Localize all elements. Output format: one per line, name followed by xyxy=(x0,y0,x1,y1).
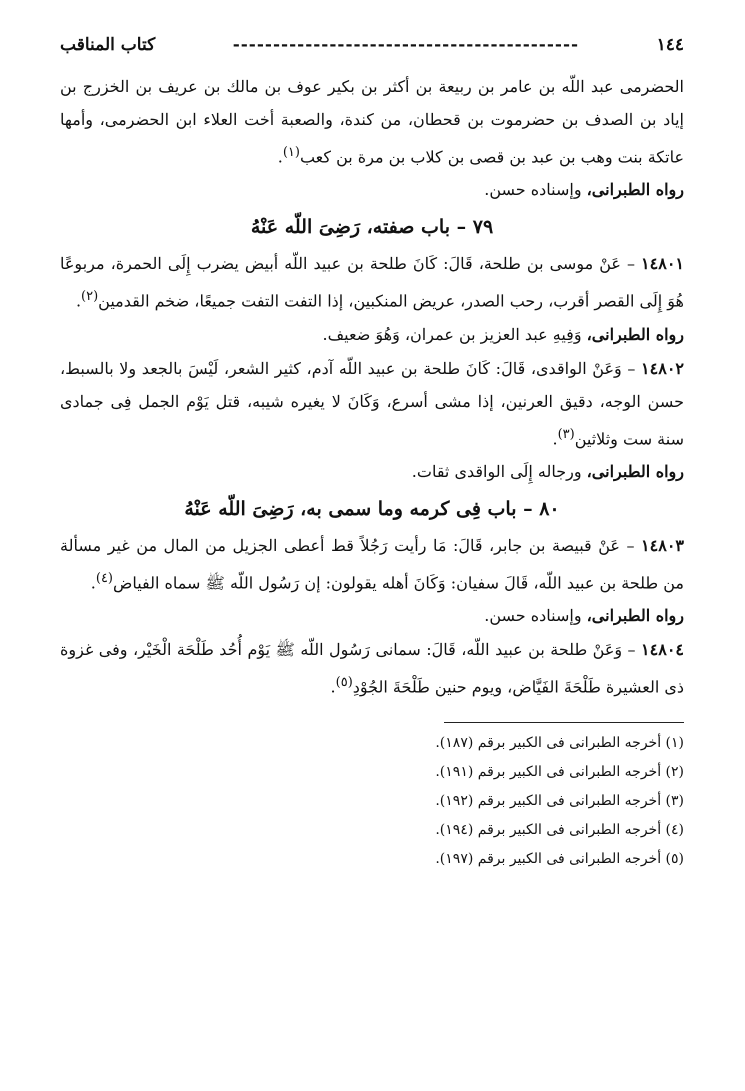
verdict-3: رواه الطبرانى، ورجاله إِلَى الواقدى ثقات. xyxy=(411,461,684,481)
hadith-number: ١٤٨٠١ xyxy=(641,254,684,274)
verdict-2: رواه الطبرانى، وَفِيهِ عبد العزيز بن عمران، وَهُوَ ضعيف. xyxy=(322,324,684,344)
footnote-ref-4[interactable]: (٤) xyxy=(95,570,113,586)
hadith-14804: ١٤٨٠٤ – وَعَنْ طلحة بن عبيد اللّه، قَالَ: سمانى رَسُول اللّه ﷺ يَوْم أُحُد طَلْحَة الْخَيْر، وفى غزوة ذى العشيرة طَلْحَةَ الفَيَّاض، ويوم حنين طَلْحَةَ الجُوْدِ$^{(٥)}$. xyxy=(60,640,684,697)
hadith-14803: ١٤٨٠٣ – عَنْ قبيصة بن جابر، قَالَ: مَا رأيت رَجُلاً قط أعطى الجزيل من المال من غير مسألة من طلحة بن عبيد اللّه، قَالَ سفيان: وَكَانَ أهله يقولون: إن رَسُول اللّه ﷺ سماه الفياض$^{(٤)}$. xyxy=(60,535,685,593)
intro-paragraph: الحضرمى عبد اللّه بن عامر بن ربيعة بن أكثر بن بكير عوف بن مالك بن عريف بن الخزرج بن إياد بن الصدف بن حضرموت بن قحطان، من كندة، والصعبة أخت العلاء ابن الحضرمى، وأمها عاتكة بنت وهب بن عبد بن قصى بن كلاب بن مرة بن كعب$^{(١)}$. xyxy=(60,77,685,167)
footnote-3: (٣) أخرجه الطبرانى فى الكبير برقم (١٩٢). xyxy=(435,792,684,809)
footnote-ref-5[interactable]: (٥) xyxy=(335,675,353,691)
book-title: كتاب المناقب xyxy=(60,35,156,55)
footnote-1: (١) أخرجه الطبرانى فى الكبير برقم (١٨٧). xyxy=(435,734,684,751)
verdict-4: رواه الطبرانى، وإسناده حسن. xyxy=(484,606,684,626)
footnote-ref-2[interactable]: (٢) xyxy=(81,289,99,305)
footnotes xyxy=(60,729,684,874)
hadith-14802: ١٤٨٠٢ – وَعَنْ الواقدى، قَالَ: كَانَ طلحة بن عبيد اللّه آدم، كثير الشعر، لَيْسَ بالجعد ولا بالسبط، حسن الوجه، دقيق العرنين، إذا مشى أسرع، وَكَانَ لا يغيره شيبه، قتل يَوْم الجمل فِى جمادى سنة ست وثلاثين$^{(٣)}$. xyxy=(60,358,684,448)
chapter-heading-79: ٧٩ – باب صفته، رَضِىَ اللّه عَنْهُ xyxy=(250,216,494,239)
footnote-4: (٤) أخرجه الطبرانى فى الكبير برقم (١٩٤). xyxy=(435,821,684,838)
header-dashes: ------------------------------------------- xyxy=(232,35,580,55)
footnote-ref-1[interactable]: (١) xyxy=(282,145,300,160)
chapter-heading-80: ٨٠ – باب فِى كرمه وما سمى به، رَضِىَ اللّه عَنْهُ xyxy=(184,497,560,520)
intro-text: الحضرمى عبد اللّه بن عامر بن ربيعة بن أكثر بن بكير عوف بن مالك بن عريف بن الخزرج بن إياد بن الصدف بن حضرموت بن قحطان، من كندة، والصعبة أخت العلاء ابن الحضرمى، وأمها عاتكة بنت وهب بن عبد بن قصى بن كلاب بن مرة بن كعب xyxy=(60,77,685,167)
footnote-divider xyxy=(444,722,684,723)
hadith-number: ١٤٨٠٢ xyxy=(641,358,684,378)
verdict-1: رواه الطبرانى، وإسناده حسن. xyxy=(484,180,684,200)
footnote-ref-3[interactable]: (٣) xyxy=(557,426,575,442)
footnote-5: (٥) أخرجه الطبرانى فى الكبير برقم (١٩٧). xyxy=(435,850,684,867)
page xyxy=(60,30,684,874)
hadith-14801: ١٤٨٠١ – عَنْ موسى بن طلحة، قَالَ: كَانَ طلحة بن عبيد اللّه أبيض يضرب إِلَى الحمرة، مربوعًا هُوَ إِلَى القصر أقرب، رحب الصدر، عريض المنكبين، إذا التفت التفت جميعًا، ضخم القدمين$^{(٢)}$. xyxy=(60,254,684,311)
hadith-number: ١٤٨٠٤ xyxy=(641,640,684,660)
page-header xyxy=(60,30,684,60)
page-number: ١٤٤ xyxy=(656,35,684,55)
footnote-2: (٢) أخرجه الطبرانى فى الكبير برقم (١٩١). xyxy=(435,763,684,780)
hadith-number: ١٤٨٠٣ xyxy=(641,535,685,555)
